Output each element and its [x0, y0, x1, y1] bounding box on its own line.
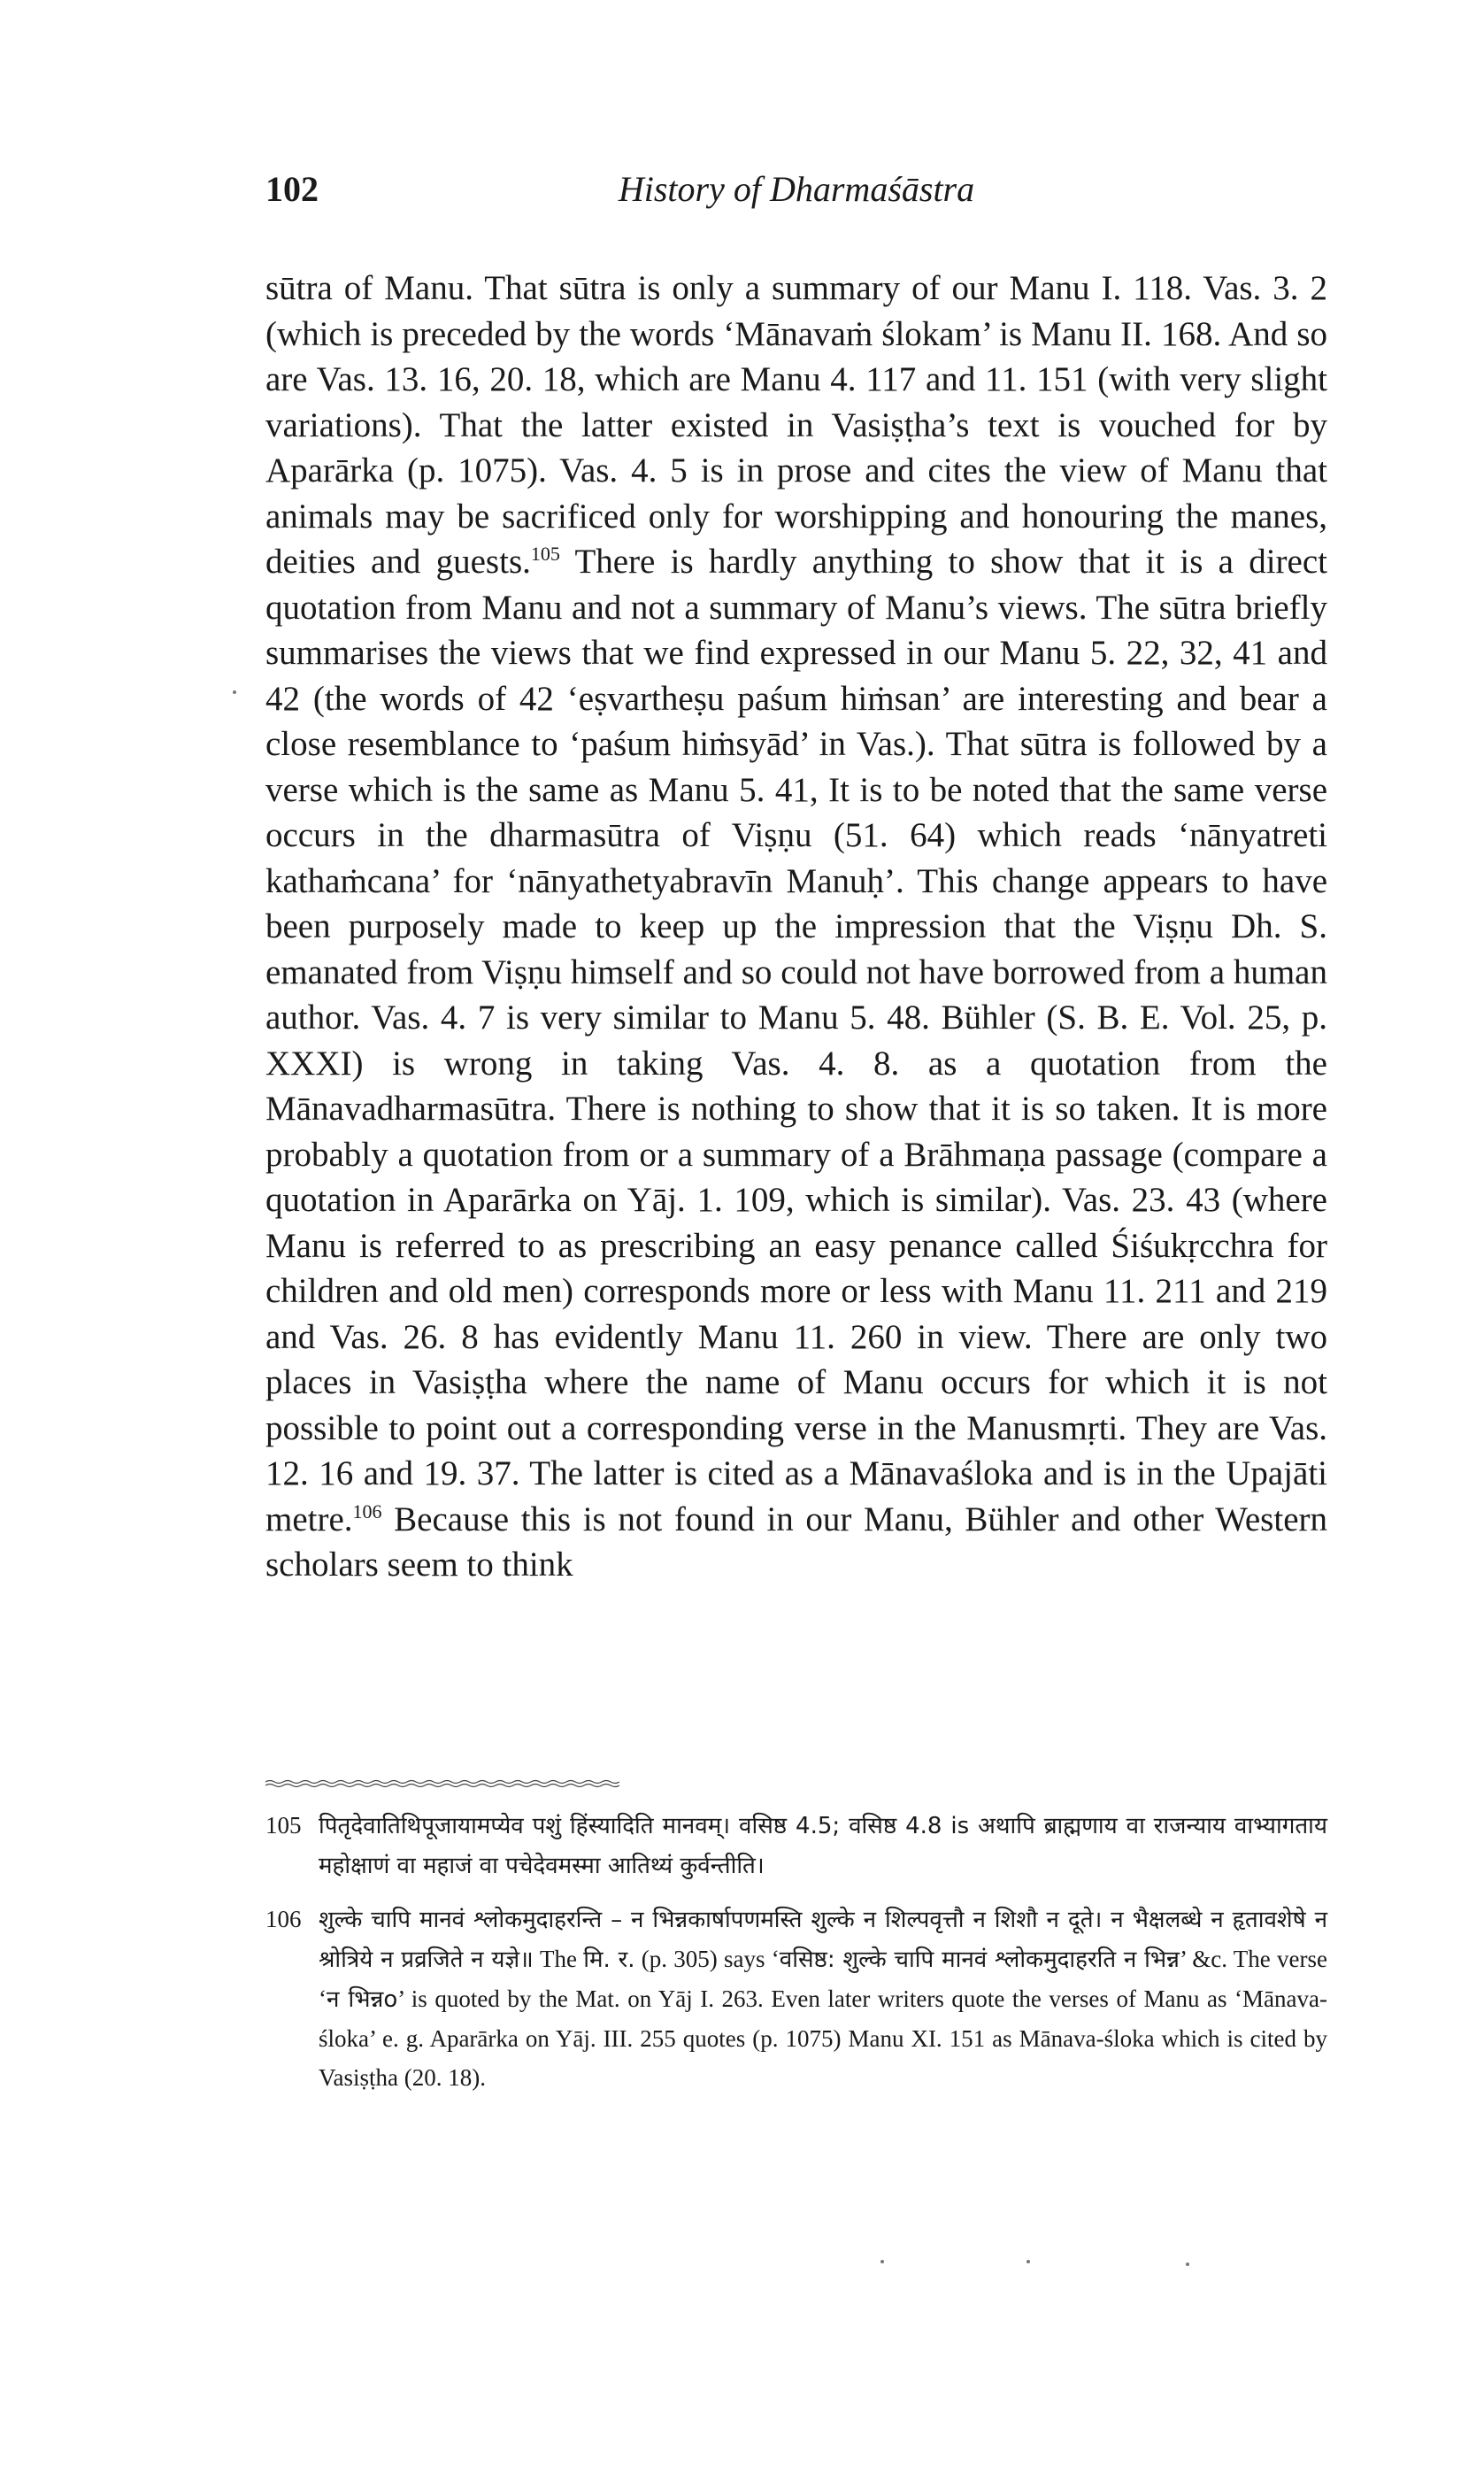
- body-paragraph: [265, 266, 1327, 1588]
- page-number: 102: [265, 169, 319, 209]
- footnote-sanskrit: न भिन्नo: [327, 1986, 398, 2013]
- scan-speck: [880, 2260, 884, 2263]
- running-title: History of Dharmaśāstra: [618, 169, 975, 209]
- scan-speck: [233, 690, 236, 694]
- footnote-separator: [265, 1779, 619, 1788]
- scan-speck: [1026, 2260, 1030, 2263]
- footnote-ref-105: 105: [530, 543, 560, 565]
- scan-speck: [1186, 2263, 1189, 2266]
- footnote-sanskrit: पितृदेवातिथिपूजायामप्येव पशुं हिंस्यादिति मानवम्। वसिष्ठ 4.5; वसिष्ठ 4.8 is अथापि ब्राह्मणाय वा राजन्याय वाभ्यागताय महोक्षाणं वा महाजं वा पचेदेवमस्मा आतिथ्यं कुर्वन्तीति।: [319, 1813, 1327, 1879]
- text-segment-3: Because this is not found in our Manu, Bühler and other Western scholars seem to think: [265, 1499, 1327, 1584]
- footnote-number: 105: [265, 1812, 302, 1839]
- footnote-text: ’ &c. The verse ‘: [319, 1946, 1327, 2012]
- footnote-105: [265, 1806, 1327, 1885]
- footnote-106: [265, 1900, 1327, 2097]
- text-segment-1: sūtra of Manu. That sūtra is only a summary of our Manu I. 118. Vas. 3. 2 (which is preceded by the words ‘Mānavaṁ ślokam’ is Manu II. 168. And so are Vas. 13. 16, 20. 18, which are Manu 4. 117 and 11. 151 (with very slight variations). That the latter existed in Vasiṣṭha’s text is vouched for by Aparārka (p. 1075). Vas. 4. 5 is in prose and cites the view of Manu that animals may be sacrificed only for worshipping and honouring the manes, deities and guests.: [265, 269, 1327, 581]
- footnote-sanskrit: मि. र.: [583, 1947, 635, 1973]
- main-text: [265, 266, 1327, 1588]
- footnote-text: (p. 305) says ‘: [634, 1946, 780, 1972]
- footnote-text: ’ is quoted by the Mat. on Yāj I. 263. Even later writers quote the verses of Manu as ‘Mānava-śloka’ e. g. Aparārka on Yāj. III. 255 quotes (p. 1075) Manu XI. 151 as Mānava-śloka which is cited by Vasiṣṭha (20. 18).: [319, 1985, 1327, 2091]
- text-segment-2: There is hardly anything to show that it is a direct quotation from Manu and not a summary of Manu’s views. The sūtra briefly summarises the views that we find expressed in our Manu 5. 22, 32, 41 and 42 (the words of 42 ‘eṣvartheṣu paśum hiṁsan’ are interesting and bear a close resemblance to ‘paśum hiṁsyād’ in Vas.). That sūtra is followed by a verse which is the same as Manu 5. 41, It is to be noted that the same verse occurs in the dharmasūtra of Viṣṇu (51. 64) which reads ‘nānyatreti kathaṁcana’ for ‘nānyathetyabravīn Manuḥ’. This change appears to have been purposely made to keep up the impression that the Viṣṇu Dh. S. emanated from Viṣṇu himself and so could not have borrowed from a human author. Vas. 4. 7 is very similar to Manu 5. 48. Bühler (S. B. E. Vol. 25, p. XXXI) is wrong in taking Vas. 4. 8. as a quotation from the Mānavadharmasūtra. There is nothing to show that it is so taken. It is more probably a quotation from or a summary of a Brāhmaṇa passage (compare a quotation in Aparārka on Yāj. 1. 109, which is similar). Vas. 23. 43 (where Manu is referred to as prescribing an easy penance called Śiśukṛcchra for children and old men) corresponds more or less with Manu 11. 211 and 219 and Vas. 26. 8 has evidently Manu 11. 260 in view. There are only two places in Vasiṣṭha where the name of Manu occurs for which it is not possible to point out a corresponding verse in the Manusmṛti. They are Vas. 12. 16 and 19. 37. The latter is cited as a Mānavaśloka and is in the Upajāti metre.: [265, 543, 1327, 1538]
- footnote-ref-106: 106: [352, 1499, 382, 1523]
- footnote-number: 106: [265, 1906, 302, 1932]
- footnote-sanskrit: शुल्के चापि मानवं श्लोकमुदाहरन्ति – न भिन्नकार्षापणमस्ति शुल्के न शिल्पवृत्तौ न शिशौ न दूते। न भैक्षलब्धे न हृतावशेषे न श्रोत्रिये न प्रव्रजिते न यज्ञे॥: [319, 1907, 1327, 1973]
- footnote-text: The: [533, 1946, 584, 1972]
- page-header: [265, 159, 1327, 221]
- footnotes: [265, 1806, 1327, 2111]
- footnote-sanskrit: वसिष्ठ: शुल्के चापि मानवं श्लोकमुदाहरति न भिन्न: [779, 1947, 1180, 1973]
